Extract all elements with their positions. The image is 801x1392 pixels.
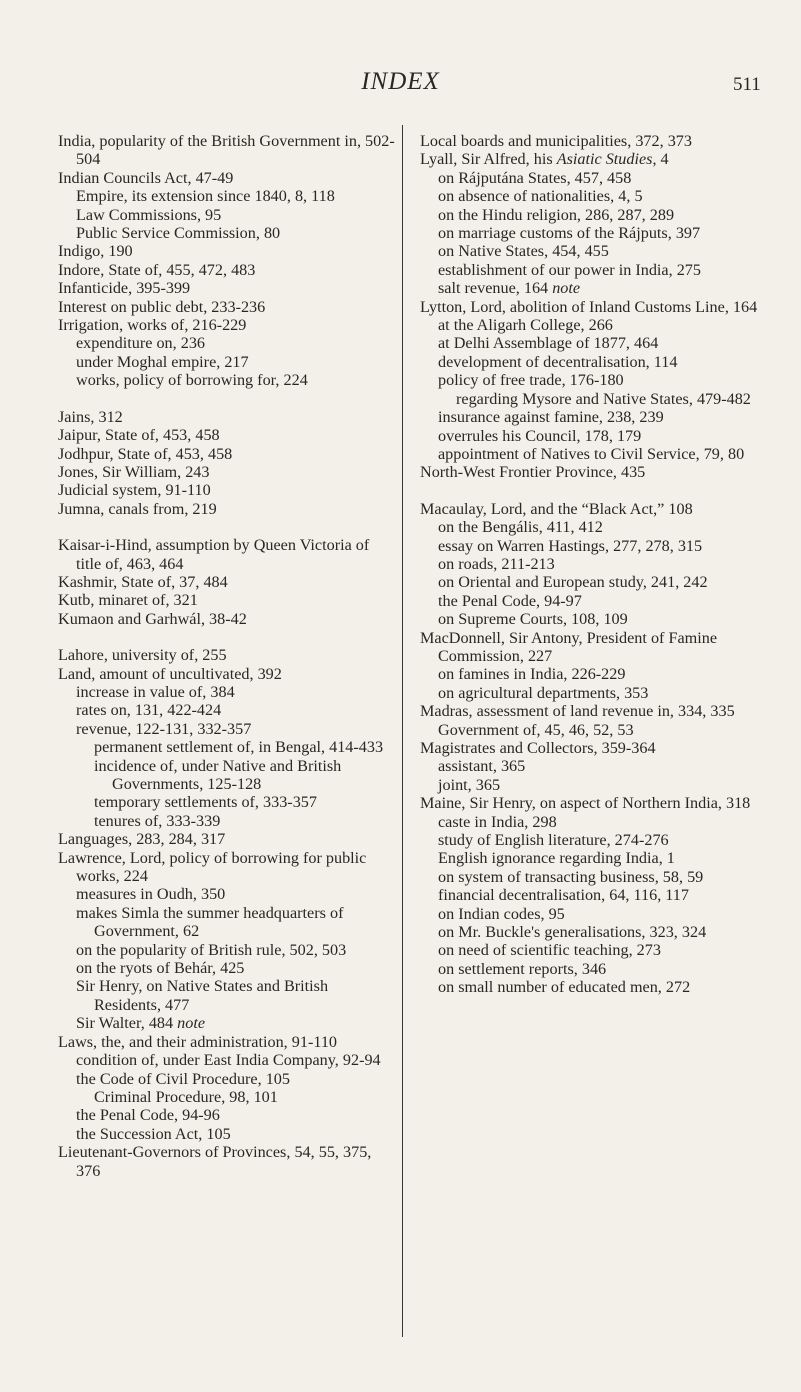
index-entry: assistant, 365 [438, 757, 526, 776]
index-entry: Government of, 45, 46, 52, 53 [438, 720, 634, 739]
page-header [0, 62, 801, 102]
index-entry: India, popularity of the British Government in, 502-504 [58, 132, 395, 169]
index-entry: joint, 365 [438, 775, 501, 794]
index-entry: caste in India, 298 [438, 812, 557, 831]
index-entry: Jains, 312 [58, 407, 123, 426]
index-entry: on agricultural departments, 353 [438, 683, 649, 702]
index-entry: insurance against famine, 238, 239 [438, 408, 664, 427]
index-entry: Lieutenant-Governors of Provinces, 54, 55, 375, 376 [58, 1143, 372, 1180]
index-entry: Jumna, canals from, 219 [58, 499, 217, 518]
index-entry: Lawrence, Lord, policy of borrowing for public works, 224 [58, 848, 367, 886]
index-entry: at Delhi Assemblage of 1877, 464 [438, 334, 659, 353]
index-entry: Magistrates and Collectors, 359-364 [420, 739, 656, 757]
index-entry: on the ryots of Behár, 425 [76, 959, 245, 978]
index-entry: Maine, Sir Henry, on aspect of Northern India, 318 [420, 794, 751, 813]
index-entry: expenditure on, 236 [76, 334, 206, 353]
index-entry: Kumaon and Garhwál, 38-42 [58, 609, 247, 628]
index-entry: on absence of nationalities, 4, 5 [438, 187, 643, 206]
index-entry: Local boards and municipalities, 372, 373 [420, 132, 692, 150]
index-entry: under Moghal empire, 217 [76, 352, 249, 371]
index-entry: regarding Mysore and Native States, 479-482 [456, 389, 751, 408]
index-entry: on Oriental and European study, 241, 242 [438, 573, 708, 592]
index-entry: the Succession Act, 105 [76, 1124, 231, 1143]
index-entry: Jodhpur, State of, 453, 458 [58, 444, 233, 463]
index-entry: on Indian codes, 95 [438, 904, 565, 923]
index-entry: the Penal Code, 94-97 [438, 591, 582, 610]
page-number: 511 [733, 74, 761, 95]
index-entry: tenures of, 333-339 [94, 811, 221, 830]
running-title: INDEX [361, 68, 440, 95]
index-entry: Empire, its extension since 1840, 8, 118 [76, 187, 335, 206]
index-entry: revenue, 122-131, 332-357 [76, 719, 252, 738]
index-entry: overrules his Council, 178, 179 [438, 426, 642, 445]
index-entry: at the Aligarh College, 266 [438, 316, 613, 335]
index-entry: incidence of, under Native and British Governments, 125-128 [94, 756, 342, 793]
index-entry: on settlement reports, 346 [438, 959, 607, 978]
column-divider [402, 125, 403, 1337]
index-entry: temporary settlements of, 333-357 [94, 793, 317, 812]
index-column-left [58, 132, 398, 1180]
index-entry: makes Simla the summer headquarters of Government, 62 [76, 903, 344, 941]
index-entry: study of English literature, 274-276 [438, 831, 669, 850]
index-entry: the Penal Code, 94-96 [76, 1106, 220, 1125]
index-entry: North-West Frontier Province, 435 [420, 463, 646, 482]
index-entry: Criminal Procedure, 98, 101 [94, 1087, 278, 1106]
index-entry: condition of, under East India Company, 92-94 [76, 1051, 381, 1070]
index-entry: MacDonnell, Sir Antony, President of Famine Commission, 227 [420, 628, 718, 665]
index-entry: Lytton, Lord, abolition of Inland Customs Line, 164 [420, 297, 758, 316]
index-entry: Law Commissions, 95 [76, 205, 222, 224]
index-entry: on Mr. Buckle's generalisations, 323, 324 [438, 923, 707, 942]
index-entry: development of decentralisation, 114 [438, 352, 678, 371]
index-column-right [420, 132, 760, 997]
index-entry: Interest on public debt, 233-236 [58, 297, 266, 316]
index-entry: Kutb, minaret of, 321 [58, 591, 198, 610]
index-entry: on the Hindu religion, 286, 287, 289 [438, 205, 675, 224]
index-entry: Languages, 283, 284, 317 [58, 830, 226, 849]
index-entry: Lahore, university of, 255 [58, 646, 227, 665]
index-entry: establishment of our power in India, 275 [438, 260, 701, 279]
index-entry: rates on, 131, 422-424 [76, 701, 222, 720]
index-entry: Kashmir, State of, 37, 484 [58, 572, 228, 591]
index-entry: Judicial system, 91-110 [58, 481, 211, 500]
index-entry: on roads, 211-213 [438, 554, 555, 573]
index-entry: Irrigation, works of, 216-229 [58, 316, 247, 335]
index-entry: on famines in India, 226-229 [438, 665, 626, 684]
index-entry: increase in value of, 384 [76, 682, 235, 701]
index-entry: appointment of Natives to Civil Service, 79, 80 [438, 444, 745, 463]
index-entry: Sir Henry, on Native States and British Residents, 477 [76, 977, 329, 1014]
index-entry: on Native States, 454, 455 [438, 242, 609, 261]
index-entry: on Rájputána States, 457, 458 [438, 168, 632, 187]
index-entry: Madras, assessment of land revenue in, 334, 335 [420, 702, 735, 721]
index-entry: policy of free trade, 176-180 [438, 371, 624, 390]
index-entry: on small number of educated men, 272 [438, 978, 691, 997]
index-entry: Indian Councils Act, 47-49 [58, 168, 234, 187]
index-entry: Indigo, 190 [58, 242, 133, 261]
index-entry: on Supreme Courts, 108, 109 [438, 610, 628, 629]
index-entry: Infanticide, 395-399 [58, 279, 191, 298]
index-entry: essay on Warren Hastings, 277, 278, 315 [438, 536, 703, 555]
index-entry: on the Bengális, 411, 412 [438, 518, 603, 537]
index-entry: Indore, State of, 455, 472, 483 [58, 260, 256, 279]
index-entry: Jones, Sir William, 243 [58, 462, 210, 481]
index-entry: works, policy of borrowing for, 224 [76, 371, 308, 390]
index-entry: financial decentralisation, 64, 116, 117 [438, 886, 689, 905]
index-entry: permanent settlement of, in Bengal, 414-433 [94, 738, 384, 757]
index-entry: Macaulay, Lord, and the “Black Act,” 108 [420, 499, 693, 518]
index-entry: measures in Oudh, 350 [76, 885, 226, 904]
index-entry: on need of scientific teaching, 273 [438, 941, 661, 960]
index-entry: salt revenue, 164 note [438, 279, 581, 298]
index-entry: Jaipur, State of, 453, 458 [58, 426, 220, 445]
index-entry: Sir Walter, 484 note [76, 1014, 206, 1033]
index-entry: Lyall, Sir Alfred, his Asiatic Studies, 4 [420, 150, 669, 169]
index-entry: on system of transacting business, 58, 59 [438, 867, 704, 886]
index-entry: Laws, the, and their administration, 91-110 [58, 1032, 338, 1051]
index-entry: Public Service Commission, 80 [76, 224, 281, 243]
index-entry: Kaisar-i-Hind, assumption by Queen Victoria of title of, 463, 464 [58, 536, 370, 573]
index-entry: the Code of Civil Procedure, 105 [76, 1069, 290, 1088]
index-entry: Land, amount of uncultivated, 392 [58, 664, 282, 683]
index-entry: English ignorance regarding India, 1 [438, 849, 675, 868]
index-entry: on marriage customs of the Rájputs, 397 [438, 224, 701, 243]
index-entry: on the popularity of British rule, 502, 503 [76, 940, 347, 959]
